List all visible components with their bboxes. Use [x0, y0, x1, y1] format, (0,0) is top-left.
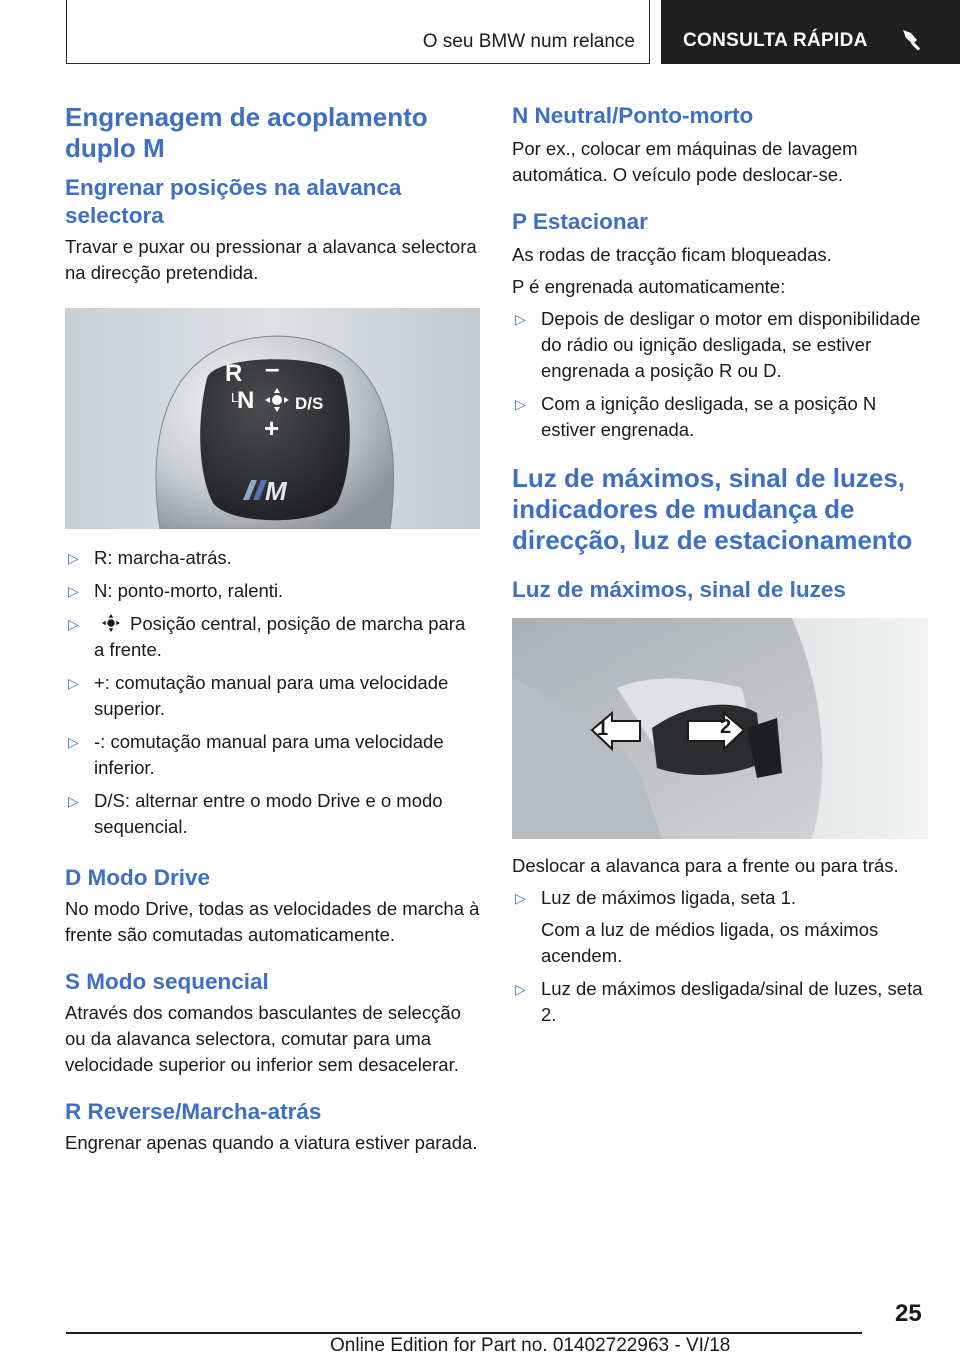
- list-item: ▷ -: comutação manual para uma velocidade inferior.: [68, 731, 444, 778]
- pushpin-icon: [901, 28, 923, 52]
- knob-letter-minus: –: [265, 353, 280, 383]
- selector-positions-list: [65, 545, 480, 840]
- paragraph-park-1: As rodas de tracção ficam bloqueadas.: [512, 244, 832, 265]
- paragraph-selector: Travar e puxar ou pressionar a alavanca selectora na direcção pretendida.: [65, 236, 477, 283]
- paragraph-park-2: P é engrenada automaticamente:: [512, 276, 786, 297]
- footer-edition: Online Edition for Part no. 01402722963 - VI/18: [330, 1335, 731, 1356]
- subsection-title-drive: D Modo Drive: [65, 865, 211, 890]
- page-number: 25: [895, 1300, 922, 1327]
- section-title-lights: Luz de máximos, sinal de luzes, indicadores de mudança de direcção, luz de estacionamento: [512, 463, 913, 555]
- left-column: [65, 102, 480, 1156]
- knob-letter-ds: D/S: [295, 394, 324, 413]
- triangle-bullet-icon: ▷: [68, 734, 79, 750]
- arrow-label-1: 1: [597, 718, 609, 740]
- lights-list-2: [512, 976, 928, 1028]
- footer-divider: [66, 1332, 862, 1334]
- list-item: ▷ Com a ignição desligada, se a posição N estiver engrenada.: [515, 393, 877, 440]
- list-subparagraph: Com a luz de médios ligada, os máximos acendem.: [541, 919, 879, 966]
- section-title-dct: Engrenagem de acoplamento duplo M: [65, 102, 428, 163]
- drive-position-icon: [265, 388, 289, 412]
- park-list: [512, 306, 928, 443]
- paragraph-neutral: Por ex., colocar em máquinas de lavagem automática. O veículo pode deslocar-se.: [512, 138, 858, 185]
- triangle-bullet-icon: ▷: [68, 583, 79, 599]
- lights-list: [512, 885, 928, 911]
- list-item: ▷ Luz de máximos desligada/sinal de luzes, seta 2.: [515, 978, 923, 1025]
- subsection-title-park: P Estacionar: [512, 209, 648, 234]
- m-logo: M: [265, 476, 287, 506]
- list-item: ▷ D/S: alternar entre o modo Drive e o modo sequencial.: [68, 790, 443, 837]
- paragraph-reverse: Engrenar apenas quando a viatura estiver parada.: [65, 1132, 478, 1153]
- paragraph-lights: Deslocar a alavanca para a frente ou para trás.: [512, 855, 899, 876]
- header-section-label: O seu BMW num relance: [422, 31, 635, 52]
- paragraph-drive: No modo Drive, todas as velocidades de marcha à frente são comutadas automaticamente.: [65, 898, 480, 945]
- subsection-title-neutral: N Neutral/Ponto-morto: [512, 103, 754, 128]
- list-item: ▷ Luz de máximos ligada, seta 1.: [512, 885, 928, 911]
- subsection-title-sequential: S Modo sequencial: [65, 969, 269, 994]
- paragraph-sequential: Através dos comandos basculantes de selecção ou da alavanca selectora, comutar para uma velocidade superior ou inferior sem desacelerar.: [65, 1002, 461, 1075]
- gear-knob-figure: [65, 308, 480, 529]
- knob-letter-plus: +: [264, 413, 280, 443]
- knob-letter-n: N: [237, 387, 255, 414]
- triangle-bullet-icon: ▷: [68, 550, 79, 566]
- triangle-bullet-icon: ▷: [68, 675, 79, 691]
- header-section-box: [66, 0, 650, 64]
- header-tab[interactable]: [661, 0, 960, 64]
- subsection-title-high-beam: Luz de máximos, sinal de luzes: [512, 577, 846, 602]
- right-column: [512, 102, 928, 1035]
- knob-letter-l: L: [231, 390, 239, 405]
- list-item: ▷ Posição central, posição de marcha para a frente.: [68, 613, 466, 660]
- list-item: ▷ R: marcha-atrás.: [65, 545, 480, 571]
- list-item: ▷ N: ponto-morto, ralenti.: [65, 578, 480, 604]
- list-item: ▷ Depois de desligar o motor em disponibilidade do rádio ou ignição desligada, se estiver engrenada a posição R ou D.: [515, 308, 921, 381]
- arrow-label-2: 2: [720, 716, 732, 738]
- subsection-title-reverse: R Reverse/Marcha-atrás: [65, 1099, 322, 1124]
- triangle-bullet-icon: ▷: [68, 793, 79, 809]
- triangle-bullet-icon: ▷: [515, 311, 526, 327]
- triangle-bullet-icon: ▷: [515, 890, 526, 906]
- triangle-bullet-icon: ▷: [515, 396, 526, 412]
- subsection-title-selector: Engrenar posições na alavanca selectora: [65, 175, 402, 228]
- light-stalk-figure: [512, 618, 928, 839]
- knob-letter-r: R: [225, 360, 243, 387]
- triangle-bullet-icon: ▷: [68, 616, 79, 632]
- header-tab-label: CONSULTA RÁPIDA: [683, 30, 868, 51]
- triangle-bullet-icon: ▷: [515, 981, 526, 997]
- list-item: ▷ +: comutação manual para uma velocidade superior.: [68, 672, 449, 719]
- drive-position-icon: [102, 614, 120, 632]
